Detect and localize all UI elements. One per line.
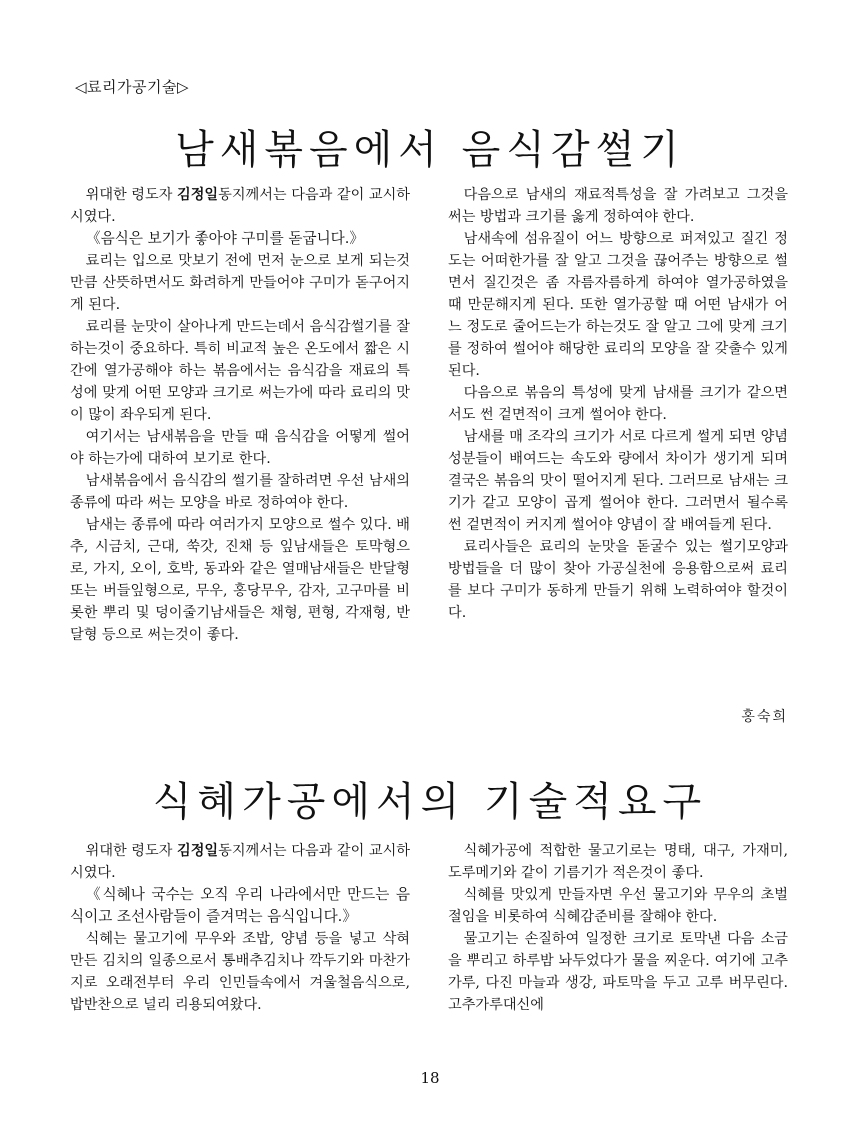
- article-1-title: 남새볶음에서 음식감썰기: [175, 127, 685, 173]
- section-tag: ◁료리가공기술▷: [75, 78, 190, 96]
- leader-name: 김정일: [176, 187, 219, 203]
- paragraph: 남새는 종류에 따라 여러가지 모양으로 썰수 있다. 배추, 시금치, 근대, 쑥갓, 진채 등 잎남새들은 토막형으로, 가지, 오이, 호박, 동과와 같은 열매남새들은 반달형 또는 버들잎형으로, 무우, 홍당무우, 감자, 고구마를 비롯한 뿌리 및 덩이줄기남새들은 채형, 편형, 각재형, 반달형 등으로 써는것이 좋다.: [70, 517, 410, 643]
- paragraph: 식혜를 맛있게 만들자면 우선 물고기와 무우의 초벌절임을 비롯하여 식혜감준비를 잘해야 한다.: [448, 887, 788, 925]
- paragraph: 료리를 눈맛이 살아나게 만드는데서 음식감썰기를 잘하는것이 중요하다. 특히 비교적 높은 온도에서 짧은 시간에 열가공해야 하는 볶음에서는 음식감을 재료의 특성에 맞게 어떤 모양과 크기로 써는가에 따라 료리의 맛이 많이 좌우되게 된다.: [70, 319, 410, 423]
- article-2-right-column: [448, 840, 788, 1016]
- paragraph: 여기서는 남새볶음을 만들 때 음식감을 어떻게 썰어야 하는가에 대하여 보기로 한다.: [70, 429, 410, 467]
- article-1-left-column: [70, 184, 410, 646]
- article-2-left-column: [70, 840, 410, 1016]
- leader-name: 김정일: [176, 843, 219, 859]
- page-number: 18: [420, 1069, 440, 1087]
- paragraph-text: 동지께서는 다음과 같이 교시하시였다.: [70, 187, 410, 225]
- quote: 《식혜나 국수는 오직 우리 나라에서만 만드는 음식이고 조선사람들이 즐겨먹는 음식입니다.》: [70, 886, 410, 925]
- paragraph: 남새를 매 조각의 크기가 서로 다르게 썰게 되면 양념성분들이 배여드는 속도와 량에서 차이가 생기게 되며 결국은 볶음의 맛이 떨어지게 된다. 그러므로 남새는 크기가 같고 모양이 곱게 썰어야 한다. 그러면서 될수록 썬 겉면적이 커지게 썰어야 양념이 잘 배여들게 된다.: [448, 429, 788, 533]
- paragraph: 다음으로 볶음의 특성에 맞게 남새를 크기가 같으면서도 썬 겉면적이 크게 썰어야 한다.: [448, 385, 788, 423]
- article-1-author: 홍숙희: [741, 709, 788, 725]
- paragraph: 료리사들은 료리의 눈맛을 돋굴수 있는 썰기모양과 방법들을 더 많이 찾아 가공실천에 응용함으로써 료리를 보다 구미가 동하게 만들기 위해 노력하여야 할것이다.: [448, 539, 788, 621]
- paragraph: 료리는 입으로 맛보기 전에 먼저 눈으로 보게 되는것만큼 산뜻하면서도 화려하게 만들어야 구미가 돋구어지게 된다.: [70, 253, 410, 313]
- article-1-right-column: [448, 184, 788, 624]
- article-2-title: 식혜가공에서의 기술적요구: [152, 779, 708, 825]
- paragraph: 물고기는 손질하여 일정한 크기로 토막낸 다음 소금을 뿌리고 하루밤 놔두었다가 물을 찌운다. 여기에 고추가루, 다진 마늘과 생강, 파토막을 두고 고루 버무린다. 고추가루대신에: [448, 931, 788, 1013]
- quote: 《음식은 보기가 좋아야 구미를 돋굽니다.》: [86, 230, 364, 247]
- paragraph-lead: 위대한 령도자: [85, 187, 177, 203]
- paragraph-lead: 위대한 령도자: [85, 843, 177, 859]
- paragraph: 다음으로 남새의 재료적특성을 잘 가려보고 그것을 써는 방법과 크기를 옳게 정하여야 한다.: [448, 187, 788, 225]
- paragraph: 남새속에 섬유질이 어느 방향으로 퍼져있고 질긴 정도는 어떠한가를 잘 알고 그것을 끊어주는 방향으로 썰면서 질긴것은 좀 자름자름하게 하여야 열가공하였을 때 만문해지게 된다. 또한 열가공할 때 어떤 남새가 어느 정도로 줄어드는가 하는것도 잘 알고 그에 맞게 크기를 정하여 썰어야 해당한 료리의 모양을 잘 갖출수 있게 된다.: [448, 231, 788, 379]
- paragraph: 식혜는 물고기에 무우와 조밥, 양념 등을 넣고 삭혀 만든 김치의 일종으로서 통배추김치나 깍두기와 마찬가지로 오래전부터 우리 인민들속에서 겨울철음식으로, 밥반찬으로 널리 리용되여왔다.: [70, 931, 410, 1013]
- paragraph: [70, 840, 410, 884]
- paragraph: [70, 184, 410, 228]
- paragraph: 식혜가공에 적합한 물고기로는 명태, 대구, 가재미, 도루메기와 같이 기름기가 적은것이 좋다.: [448, 843, 788, 881]
- paragraph: 남새볶음에서 음식감의 썰기를 잘하려면 우선 남새의 종류에 따라 써는 모양을 바로 정하여야 한다.: [70, 473, 410, 511]
- paragraph-text: 동지께서는 다음과 같이 교시하시였다.: [70, 843, 410, 881]
